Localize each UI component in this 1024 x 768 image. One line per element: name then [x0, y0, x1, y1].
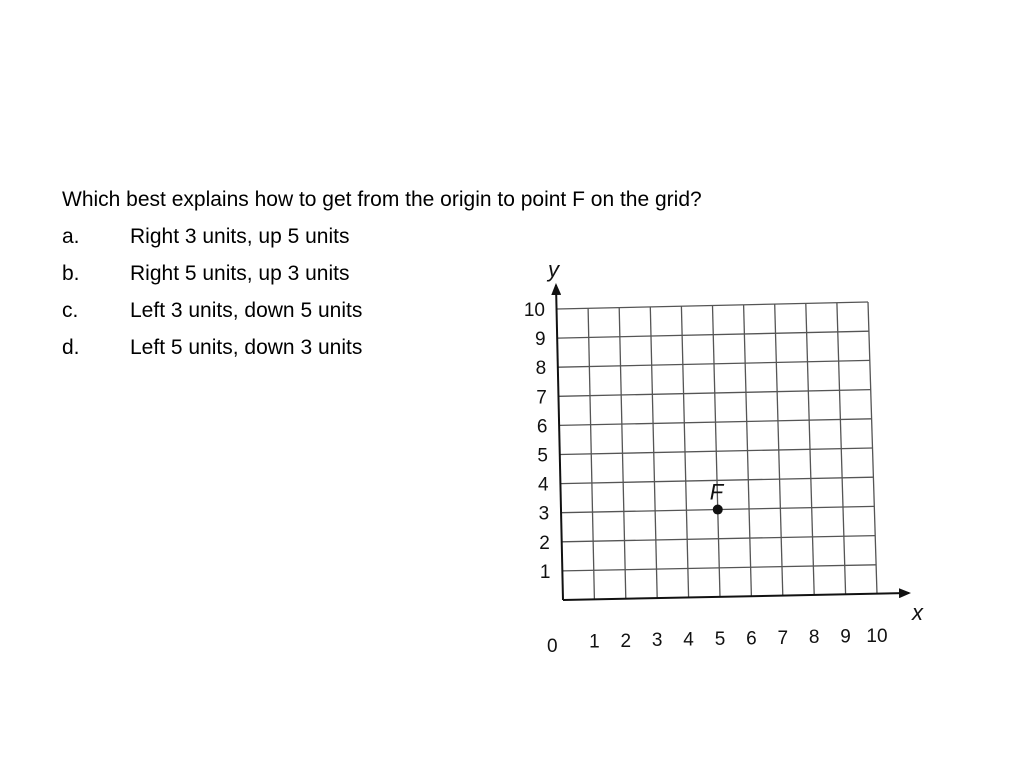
point-label: F: [709, 479, 724, 505]
x-tick-label: 7: [777, 627, 789, 649]
choice-letter: b.: [62, 262, 80, 285]
y-axis-label: y: [548, 257, 559, 282]
y-tick-label: 5: [537, 445, 548, 467]
x-tick-label: 2: [620, 630, 632, 652]
point-f: [713, 505, 723, 515]
x-tick-label: 8: [808, 627, 820, 649]
x-tick-label: 9: [840, 626, 851, 648]
choice-letter: c.: [62, 299, 79, 322]
y-tick-label: 7: [536, 387, 547, 409]
x-tick-label: 3: [651, 630, 663, 652]
choice-letter: a.: [62, 225, 80, 248]
choice-text: Left 5 units, down 3 units: [130, 336, 363, 359]
choice-text: Right 5 units, up 3 units: [130, 262, 350, 285]
y-tick-label: 1: [539, 561, 551, 583]
x-tick-label: 4: [683, 629, 694, 651]
x-tick-label: 10: [866, 626, 888, 647]
choice-text: Left 3 units, down 5 units: [130, 299, 363, 322]
choice-letter: d.: [62, 336, 80, 359]
y-tick-label: 3: [538, 503, 550, 525]
y-axis: [556, 285, 563, 600]
x-tick-label: 5: [714, 629, 726, 650]
question-text: Which best explains how to get from the origin to point F on the grid?: [62, 188, 702, 211]
y-tick-label: 6: [536, 416, 548, 438]
x-axis: [563, 593, 909, 600]
axes: [556, 285, 909, 600]
x-tick-label: 1: [589, 631, 600, 653]
x-tick-label: 6: [746, 628, 757, 650]
choice-text: Right 3 units, up 5 units: [130, 225, 350, 248]
y-tick-label: 4: [538, 474, 549, 496]
origin-label: 0: [547, 636, 558, 657]
y-tick-label: 2: [539, 532, 550, 554]
grid-lines: [557, 302, 877, 599]
y-tick-label: 10: [523, 300, 545, 321]
y-tick-label: 9: [535, 329, 546, 351]
x-axis-label: x: [912, 600, 923, 625]
y-tick-label: 8: [535, 358, 547, 380]
